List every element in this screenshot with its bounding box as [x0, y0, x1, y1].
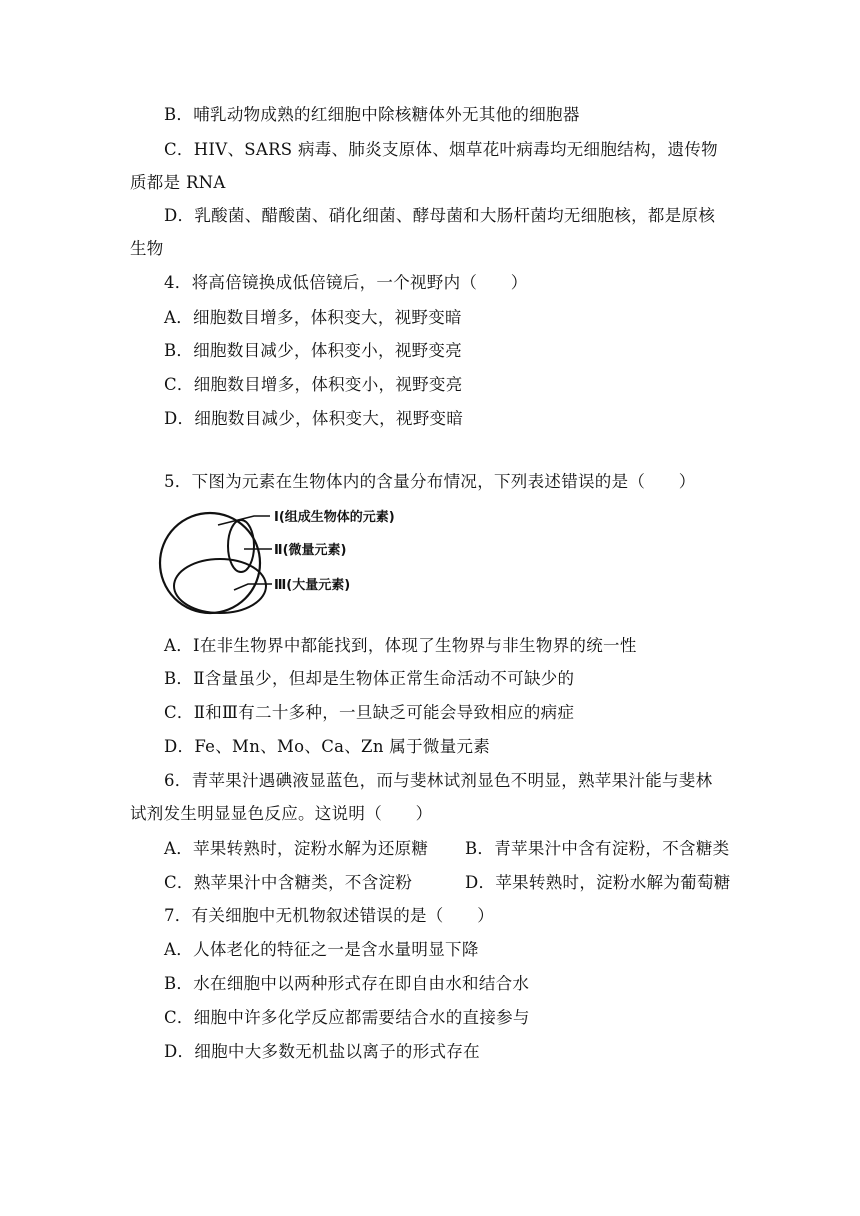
- q3-option-c-line2: 质都是 RNA: [130, 173, 226, 192]
- q5-stem: 5．下图为元素在生物体内的含量分布情况，下列表述错误的是（ ）: [164, 472, 696, 491]
- q6-option-d: D．苹果转熟时，淀粉水解为葡萄糖: [465, 873, 731, 892]
- q3-option-b: B．哺乳动物成熟的红细胞中除核糖体外无其他的细胞器: [164, 105, 580, 124]
- q4-stem: 4．将高倍镜换成低倍镜后，一个视野内（ ）: [164, 273, 528, 292]
- q5-option-b: B．Ⅱ含量虽少，但却是生物体正常生命活动不可缺少的: [164, 669, 575, 688]
- q7-stem: 7．有关细胞中无机物叙述错误的是（ ）: [164, 906, 494, 925]
- ellipse-major-elements: [174, 559, 266, 613]
- q6-option-b: B．青苹果汁中含有淀粉，不含糖类: [465, 839, 730, 858]
- q3-option-d-line2: 生物: [130, 239, 164, 258]
- ellipse-trace-elements: [228, 520, 254, 572]
- q5-option-a: A．Ⅰ在非生物界中都能找到，体现了生物界与非生物界的统一性: [164, 636, 637, 655]
- q4-option-a: A．细胞数目增多，体积变大，视野变暗: [164, 308, 462, 327]
- q6-option-c: C．熟苹果汁中含糖类，不含淀粉: [164, 873, 413, 892]
- diagram-label-2: Ⅱ(微量元素): [274, 543, 347, 558]
- q6-option-a: A．苹果转熟时，淀粉水解为还原糖: [164, 839, 429, 858]
- q6-stem-line2: 试剂发生明显显色反应。这说明（ ）: [130, 804, 433, 823]
- q7-option-b: B．水在细胞中以两种形式存在即自由水和结合水: [164, 974, 530, 993]
- q5-option-d: D．Fe、Mn、Mo、Ca、Zn 属于微量元素: [164, 737, 491, 756]
- diagram-label-3: Ⅲ(大量元素): [274, 578, 351, 593]
- q6-stem-line1: 6．青苹果汁遇碘液显蓝色，而与斐林试剂显色不明显，熟苹果汁能与斐林: [164, 771, 713, 790]
- diagram-label-1: Ⅰ(组成生物体的元素): [274, 510, 395, 525]
- q4-option-c: C．细胞数目增多，体积变小，视野变亮: [164, 375, 463, 394]
- q7-option-d: D．细胞中大多数无机盐以离子的形式存在: [164, 1042, 480, 1061]
- q7-option-a: A．人体老化的特征之一是含水量明显下降: [164, 940, 479, 959]
- q4-option-d: D．细胞数目减少，体积变大，视野变暗: [164, 409, 464, 428]
- q4-option-b: B．细胞数目减少，体积变小，视野变亮: [164, 341, 463, 360]
- q7-option-c: C．细胞中许多化学反应都需要结合水的直接参与: [164, 1008, 530, 1027]
- element-venn-diagram: [158, 506, 398, 626]
- q3-option-d-line1: D．乳酸菌、醋酸菌、硝化细菌、酵母菌和大肠杆菌均无细胞核，都是原核: [164, 206, 716, 225]
- q3-option-c-line1: C．HIV、SARS 病毒、肺炎支原体、烟草花叶病毒均无细胞结构，遗传物: [164, 140, 718, 159]
- q5-option-c: C．Ⅱ和Ⅲ有二十多种，一旦缺乏可能会导致相应的病症: [164, 703, 575, 722]
